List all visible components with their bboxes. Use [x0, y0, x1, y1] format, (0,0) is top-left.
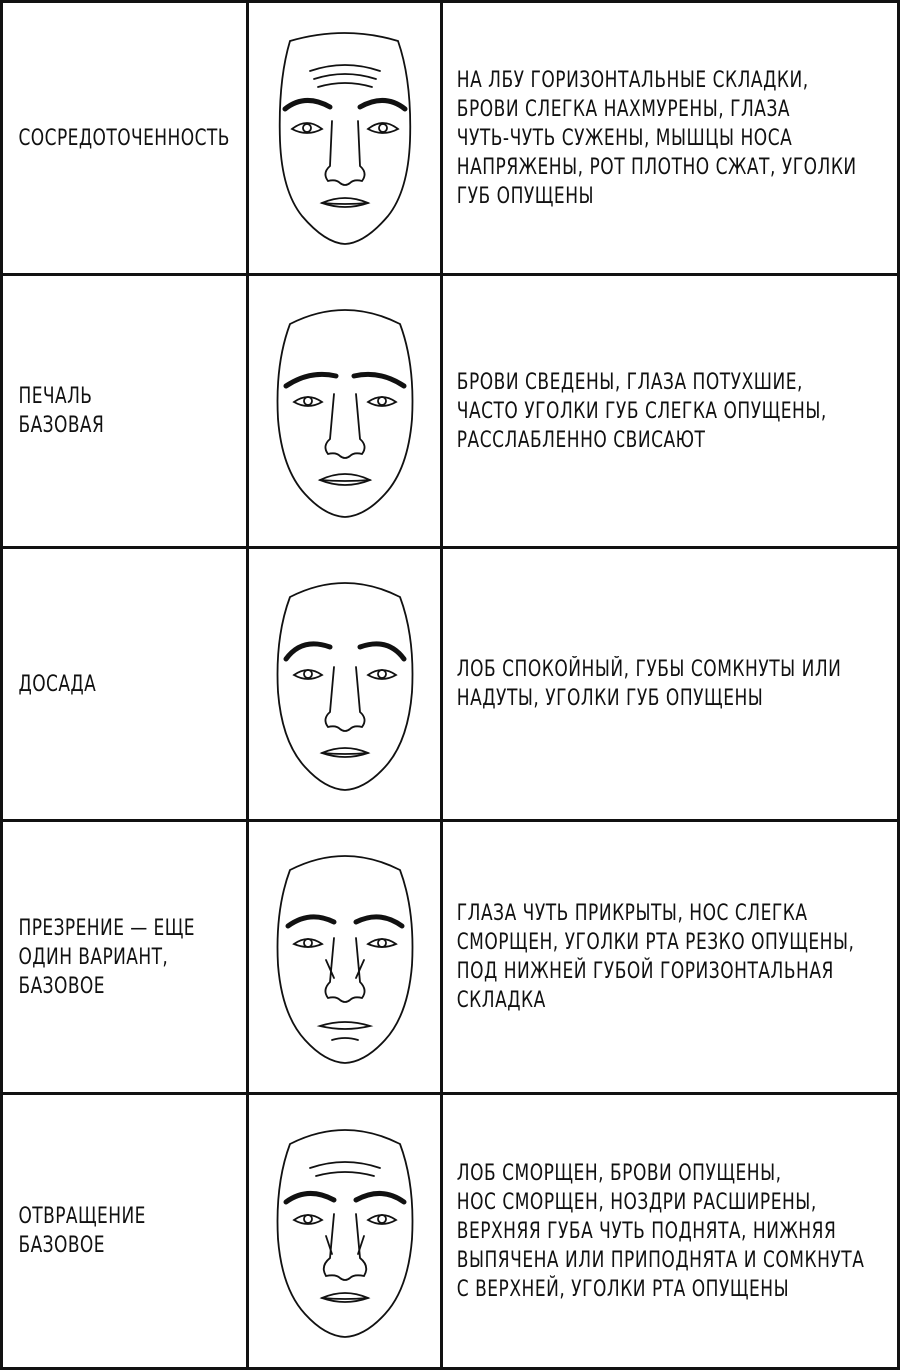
emotion-name: ПРЕЗРЕНИЕ — ЕЩЕ ОДИН ВАРИАНТ, БАЗОВОЕ	[18, 915, 195, 999]
emotion-description: ГЛАЗА ЧУТЬ ПРИКРЫТЫ, НОС СЛЕГКА СМОРЩЕН, УГОЛКИ РТА РЕЗКО ОПУЩЕНЫ, ПОД НИЖНЕЙ ГУБОЙ ГОРИЗОНТАЛЬНАЯ СКЛАДКА	[457, 901, 855, 1013]
emotion-description: ЛОБ СМОРЩЕН, БРОВИ ОПУЩЕНЫ, НОС СМОРЩЕН, НОЗДРИ РАСШИРЕНЫ, ВЕРХНЯЯ ГУБА ЧУТЬ ПОДНЯТА, НИЖНЯЯ ВЫПЯЧЕНА ИЛИ ПРИПОДНЯТА И СОМКНУТА С ВЕРХНЕЙ, УГОЛКИ РТА ОПУЩЕНЫ	[457, 1160, 865, 1302]
face-disgust-icon	[270, 1124, 420, 1339]
face-cell	[247, 1094, 442, 1369]
face-cell	[247, 548, 442, 821]
description-cell	[442, 821, 899, 1094]
face-cell	[247, 821, 442, 1094]
emotion-name: ПЕЧАЛЬ БАЗОВАЯ	[18, 384, 105, 438]
emotion-name-cell	[2, 1094, 248, 1369]
emotion-name: ОТВРАЩЕНИЕ БАЗОВОЕ	[18, 1204, 146, 1258]
table-row	[2, 2, 899, 275]
description-cell	[442, 2, 899, 275]
face-cell	[247, 275, 442, 548]
description-cell	[442, 1094, 899, 1369]
face-sadness-icon	[270, 304, 420, 519]
table-row	[2, 1094, 899, 1369]
emotion-name-cell	[2, 2, 248, 275]
emotion-name: СОСРЕДОТОЧЕННОСТЬ	[18, 125, 230, 151]
emotion-name: ДОСАДА	[18, 671, 97, 697]
face-cell	[247, 2, 442, 275]
emotion-name-cell	[2, 821, 248, 1094]
emotion-name-cell	[2, 548, 248, 821]
face-concentration-icon	[270, 31, 420, 246]
table-row	[2, 275, 899, 548]
emotion-name-cell	[2, 275, 248, 548]
description-cell	[442, 275, 899, 548]
emotion-description: НА ЛБУ ГОРИЗОНТАЛЬНЫЕ СКЛАДКИ, БРОВИ СЛЕГКА НАХМУРЕНЫ, ГЛАЗА ЧУТЬ-ЧУТЬ СУЖЕНЫ, МЫШЦЫ НОСА НАПРЯЖЕНЫ, РОТ ПЛОТНО СЖАТ, УГОЛКИ ГУБ ОПУЩЕНЫ	[457, 67, 858, 209]
face-contempt-icon	[270, 850, 420, 1065]
table-row	[2, 821, 899, 1094]
face-annoyance-icon	[270, 577, 420, 792]
emotion-description: БРОВИ СВЕДЕНЫ, ГЛАЗА ПОТУХШИЕ, ЧАСТО УГОЛКИ ГУБ СЛЕГКА ОПУЩЕНЫ, РАССЛАБЛЕННО СВИСАЮТ	[457, 369, 828, 453]
description-cell	[442, 548, 899, 821]
table-row	[2, 548, 899, 821]
emotion-description: ЛОБ СПОКОЙНЫЙ, ГУБЫ СОМКНУТЫ ИЛИ НАДУТЫ, УГОЛКИ ГУБ ОПУЩЕНЫ	[457, 657, 842, 711]
